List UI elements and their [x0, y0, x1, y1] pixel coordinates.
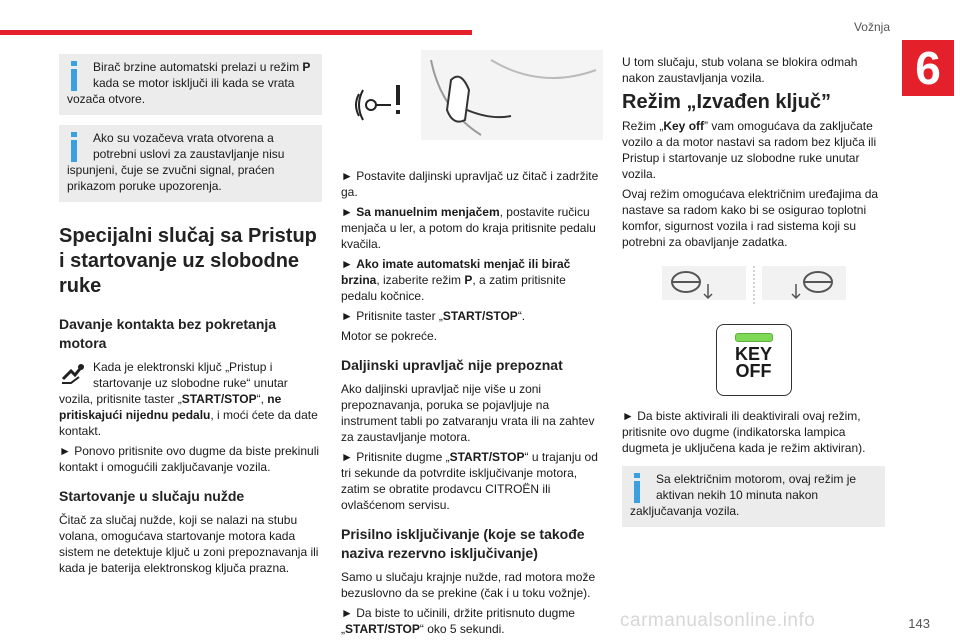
- step: ► Ako imate automatski menjač ili birač brzina, izaberite režim P, a zatim pritisnite pedalu kočnice.: [341, 257, 571, 303]
- info-icon: [67, 61, 81, 91]
- info-icon: [67, 132, 81, 162]
- section-title: Vožnja: [853, 20, 890, 34]
- subheading-contact: Davanje kontakta bez pokretanja motora: [59, 316, 277, 351]
- step: ► Da biste to učinili, držite pritisnuto dugme „START/STOP“ oko 5 sekundi.: [341, 606, 575, 636]
- steering-wheel-icons: [622, 266, 885, 312]
- hand-pedal-icon: [59, 359, 87, 387]
- step: ► Postavite daljinski upravljač uz čitač i zadržite ga.: [341, 169, 599, 199]
- page-number: 143: [908, 616, 930, 631]
- section-heading: Režim „Izvađen ključ”: [622, 91, 831, 113]
- column-right: [622, 54, 885, 537]
- subheading-remote: Daljinski upravljač nije prepoznat: [341, 357, 563, 373]
- subheading-emergency: Startovanje u slučaju nužde: [59, 488, 245, 504]
- paragraph: ► Ponovo pritisnite ovo dugme da biste prekinuli kontakt i omogućili zaključavanje vozila.: [59, 444, 320, 474]
- indicator-led: [735, 333, 773, 342]
- key-signal-icon: [356, 85, 400, 120]
- paragraph: Kada je elektronski ključ „Pristup i startovanje uz slobodne ruke“ unutar vozila, pritisnite taster „START/STOP“, ne pritiskajući nijednu pedalu, i moći ćete da date kontakt.: [59, 360, 318, 438]
- section-heading: Specijalni slučaj sa Pristup i startovanje uz slobodne ruke: [59, 225, 317, 297]
- step: ► Pritisnite dugme „START/STOP“ u trajanju od tri sekunde da potvrdite isključivanje motora, zatim se obratite prodavcu CITROËN ili ovlašćenom servisu.: [341, 450, 598, 512]
- key-off-button: KEY OFF: [716, 324, 792, 396]
- paragraph: Režim „Key off” vam omogućava da zaključate vozilo a da motor nastavi sa radom bez ključa ili Pristup i startovanje uz slobodne ruke unutar vozila.: [622, 119, 877, 181]
- column-middle: [341, 54, 603, 641]
- step: ► Pritisnite taster „START/STOP“.: [341, 309, 526, 323]
- subheading-forced: Prisilno isključivanje (koje se takođe naziva rezervno isključivanje): [341, 526, 585, 561]
- paragraph: Čitač za slučaj nužde, koji se nalazi na stubu volana, omogućava startovanje motora kada sistem ne detektuje ključ u zoni prepoznavanja ili kada je baterija elektronskog ključa prazna.: [59, 513, 319, 575]
- paragraph: Ako daljinski upravljač nije više u zoni prepoznavanja, poruka se pojavljuje na instrument tabli po zatvaranju vrata ili na zahtev za zaustavljanje motora.: [341, 382, 595, 444]
- header-accent-bar: [0, 30, 472, 35]
- info-note: Sa električnim motorom, ovaj režim je aktivan nekih 10 minuta nakon zaključavanja vozila.: [622, 466, 885, 527]
- info-icon: [630, 473, 644, 503]
- steering-column-reader-illustration: [341, 50, 603, 150]
- paragraph: Motor se pokreće.: [341, 329, 438, 343]
- column-left: [59, 54, 322, 580]
- step: ► Da biste aktivirali ili deaktivirali ovaj režim, pritisnite ovo dugme (indikatorska lampica dugmeta je uključena kada je režim aktiviran).: [622, 409, 866, 455]
- paragraph: U tom slučaju, stub volana se blokira odmah nakon zaustavljanja vozila.: [622, 55, 858, 85]
- watermark: carmanualsonline.info: [620, 610, 816, 631]
- chapter-number: 6: [902, 40, 954, 96]
- step: ► Sa manuelnim menjačem, postavite ručicu menjača u ler, a potom do kraja pritisnite pedalu kvačila.: [341, 205, 596, 251]
- info-note: Birač brzine automatski prelazi u režim P kada se motor isključi ili kada se vrata vozača otvore.: [59, 54, 322, 115]
- paragraph: Samo u slučaju krajnje nužde, rad motora može bezuslovno da se prekine (čak i u toku vožnje).: [341, 570, 596, 600]
- paragraph: Ovaj režim omogućava električnim uređajima da nastave sa radom kako bi se osigurao toplotni komfor, sigurnost vozila i rad sistema koji su potrebni za obavljanje zadatka.: [622, 187, 879, 249]
- info-note: Ako su vozačeva vrata otvorena a potrebni uslovi za zaustavljanje nisu ispunjeni, čuje se zvučni signal, praćen prikazom poruke upozorenja.: [59, 125, 322, 202]
